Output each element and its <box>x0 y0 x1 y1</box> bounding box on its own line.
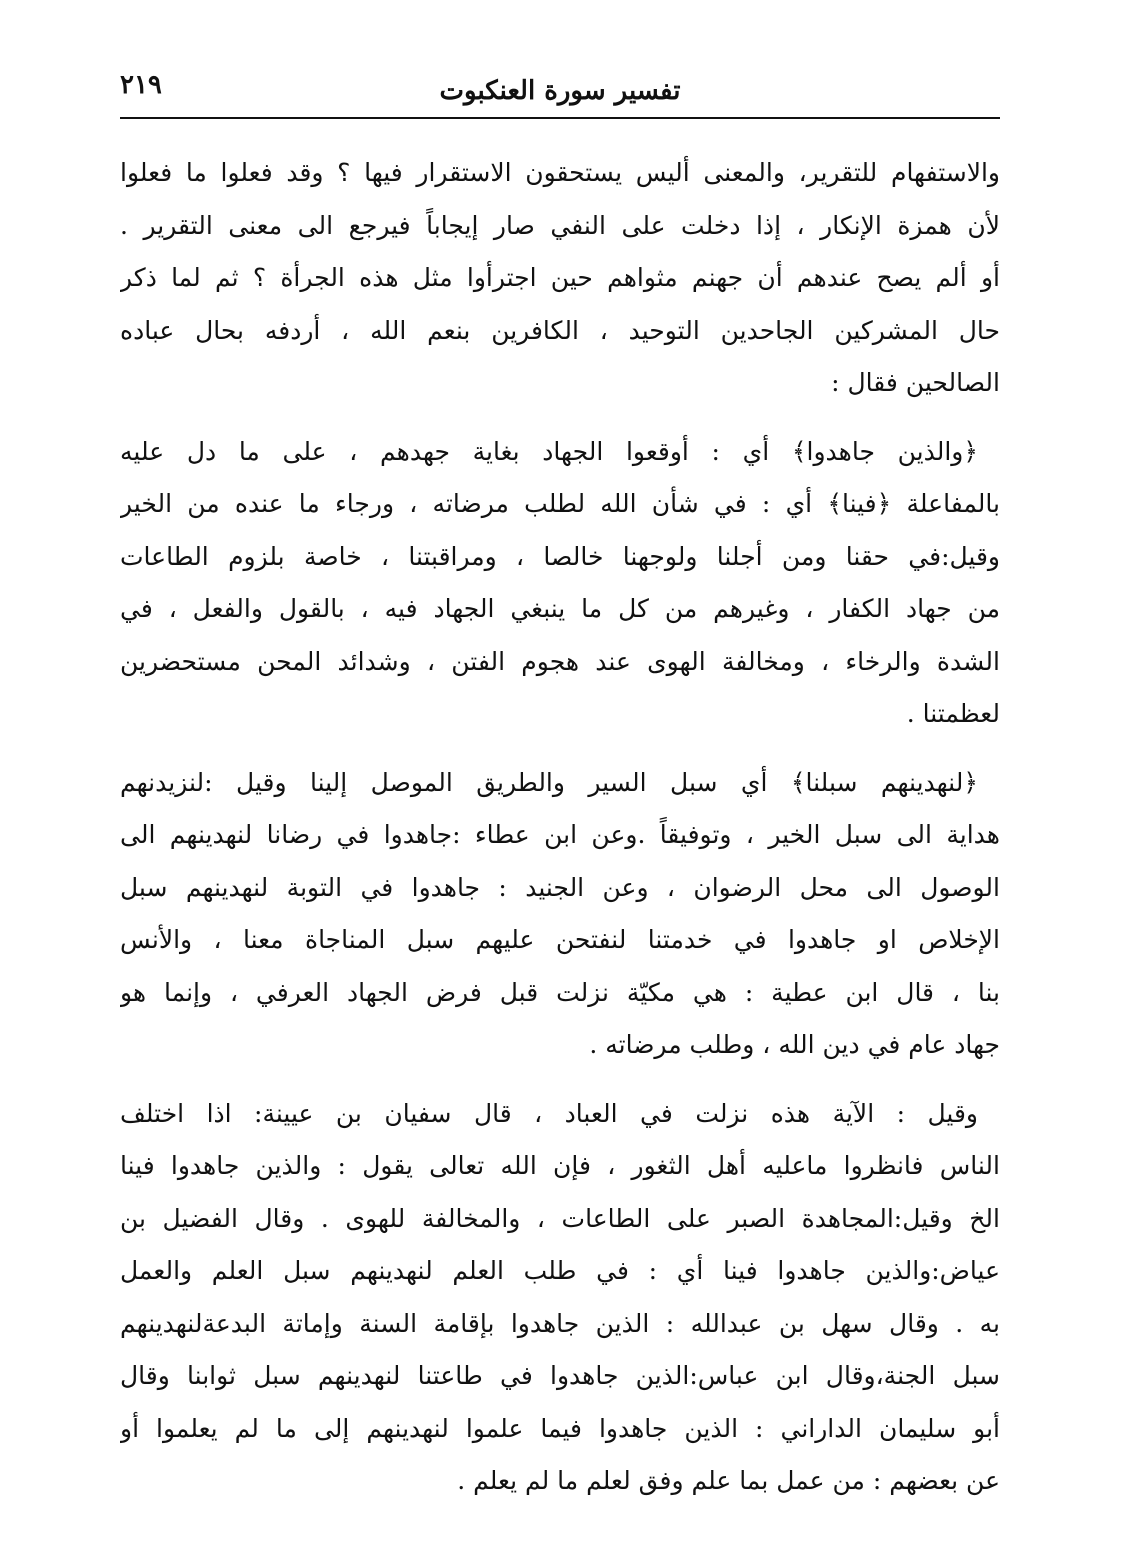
text-line: به . وقال سهل بن عبدالله : الذين جاهدوا بإقامة السنة وإماتة البدعةلنهدينهم <box>120 1308 1000 1338</box>
paragraph <box>120 426 1000 741</box>
text-line: حال المشركين الجاحدين التوحيد ، الكافرين بنعم الله ، أردفه بحال عباده <box>120 315 1000 345</box>
text-line: ﴿والذين جاهدوا﴾ أي : أوقعوا الجهاد بغاية جهدهم ، على ما دل عليه <box>120 436 978 466</box>
text-line: أبو سليمان الداراني : الذين جاهدوا فيما علموا لنهدينهم إلى ما لم يعلموا أو <box>120 1413 1000 1443</box>
book-page <box>120 62 1000 1502</box>
paragraph <box>120 1088 1000 1508</box>
page-number: ٢١٩ <box>120 70 162 100</box>
text-line: الناس فانظروا ماعليه أهل الثغور ، فإن الله تعالى يقول : والذين جاهدوا فينا <box>120 1151 1000 1180</box>
page-header <box>120 62 1000 119</box>
text-line: ﴿لنهدينهم سبلنا﴾ أي سبل السير والطريق الموصل إلينا وقيل :لنزيدنهم <box>120 767 978 797</box>
paragraph <box>120 147 1000 410</box>
text-line: لأن همزة الإنكار ، إذا دخلت على النفي صار إيجاباً فيرجع الى معنى التقرير . <box>120 210 1000 240</box>
text-line: سبل الجنة،وقال ابن عباس:الذين جاهدوا في طاعتنا لنهدينهم سبل ثوابنا وقال <box>120 1361 1000 1390</box>
text-line: والاستفهام للتقرير، والمعنى أليس يستحقون الاستقرار فيها ؟ وقد فعلوا ما فعلوا <box>120 158 1000 187</box>
text-line: عياض:والذين جاهدوا فينا أي : في طلب العلم لنهدينهم سبل العلم والعمل <box>120 1256 1000 1285</box>
text-line: لعظمتنا . <box>906 699 1000 728</box>
paragraph <box>120 757 1000 1072</box>
text-line: الصالحين فقال : <box>831 368 1000 397</box>
text-line: وقيل : الآية هذه نزلت في العباد ، قال سفيان بن عيينة: اذا اختلف <box>120 1098 978 1128</box>
text-line: الإخلاص او جاهدوا في خدمتنا لنفتحن عليهم سبل المناجاة معنا ، والأنس <box>120 925 1000 954</box>
text-line: الخ وقيل:المجاهدة الصبر على الطاعات ، والمخالفة للهوى . وقال الفضيل بن <box>120 1203 1000 1233</box>
text-line: عن بعضهم : من عمل بما علم وفق لعلم ما لم يعلم . <box>457 1466 1000 1495</box>
text-line: من جهاد الكفار ، وغيرهم من كل ما ينبغي الجهاد فيه ، بالقول والفعل ، في <box>120 594 1000 623</box>
text-line: الشدة والرخاء ، ومخالفة الهوى عند هجوم الفتن ، وشدائد المحن مستحضرين <box>120 646 1000 676</box>
text-line: بالمفاعلة ﴿فينا﴾ أي : في شأن الله لطلب مرضاته ، ورجاء ما عنده من الخير <box>120 489 1000 518</box>
running-title: تفسير سورة العنكبوت <box>439 76 681 106</box>
text-line: جهاد عام في دين الله ، وطلب مرضاته . <box>589 1030 1000 1059</box>
text-line: وقيل:في حقنا ومن أجلنا ولوجهنا خالصا ، ومراقبتنا ، خاصة بلزوم الطاعات <box>120 541 1000 571</box>
text-line: أو ألم يصح عندهم أن جهنم مثواهم حين اجترأوا مثل هذه الجرأة ؟ ثم لما ذكر <box>120 263 1000 292</box>
page-body <box>120 147 1000 1508</box>
text-line: الوصول الى محل الرضوان ، وعن الجنيد : جاهدوا في التوبة لنهدينهم سبل <box>120 872 1000 902</box>
text-line: هداية الى سبل الخير ، وتوفيقاً .وعن ابن عطاء :جاهدوا في رضانا لنهدينهم الى <box>120 820 1000 849</box>
text-line: بنا ، قال ابن عطية : هي مكيّة نزلت قبل فرض الجهاد العرفي ، وإنما هو <box>120 977 1000 1007</box>
